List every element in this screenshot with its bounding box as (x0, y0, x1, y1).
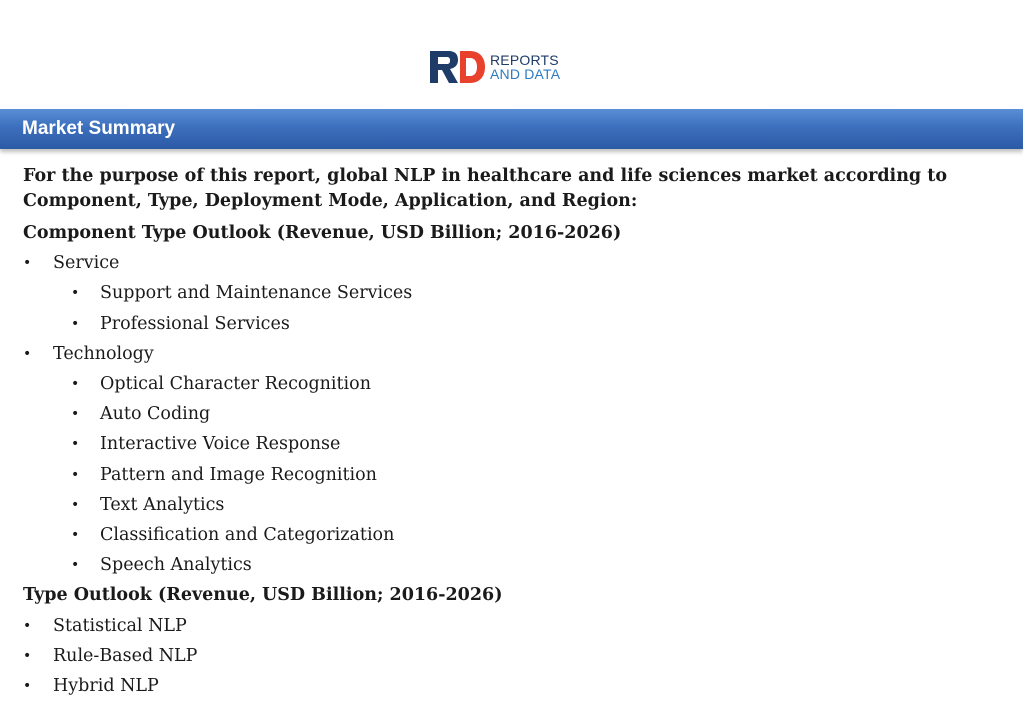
component-list (23, 248, 983, 580)
list-item: • Hybrid NLP (23, 671, 983, 701)
section-banner (0, 109, 1023, 149)
component-outlook-heading: Component Type Outlook (Revenue, USD Billion; 2016-2026) (23, 223, 622, 243)
list-item: • Pattern and Image Recognition (23, 460, 983, 490)
list-item: • Classification and Categorization (23, 520, 983, 550)
rd-logo-icon (430, 51, 486, 83)
list-item: • Rule-Based NLP (23, 641, 983, 671)
reports-and-data-logo (430, 51, 560, 83)
banner-title: Market Summary (22, 118, 176, 139)
summary-content (23, 164, 983, 701)
list-item: • Support and Maintenance Services (23, 278, 983, 308)
list-item: • Speech Analytics (23, 550, 983, 580)
list-item: • Professional Services (23, 309, 983, 339)
list-item: • Text Analytics (23, 490, 983, 520)
intro-paragraph: For the purpose of this report, global NLP in healthcare and life sciences market according to Component, Type, Deployment Mode, Application, and Region: (23, 166, 948, 211)
list-item: • Interactive Voice Response (23, 429, 983, 459)
logo-line-2: AND DATA (490, 66, 561, 82)
type-outlook-heading: Type Outlook (Revenue, USD Billion; 2016-2026) (23, 585, 503, 606)
logo-line-1: REPORTS (490, 52, 559, 68)
list-item: • Optical Character Recognition (23, 369, 983, 399)
list-item: • Statistical NLP (23, 611, 983, 641)
list-item: • Auto Coding (23, 399, 983, 429)
type-list (23, 611, 983, 702)
list-item: • Service (23, 248, 983, 278)
list-item: • Technology (23, 339, 983, 369)
logo-wordmark (490, 53, 560, 81)
